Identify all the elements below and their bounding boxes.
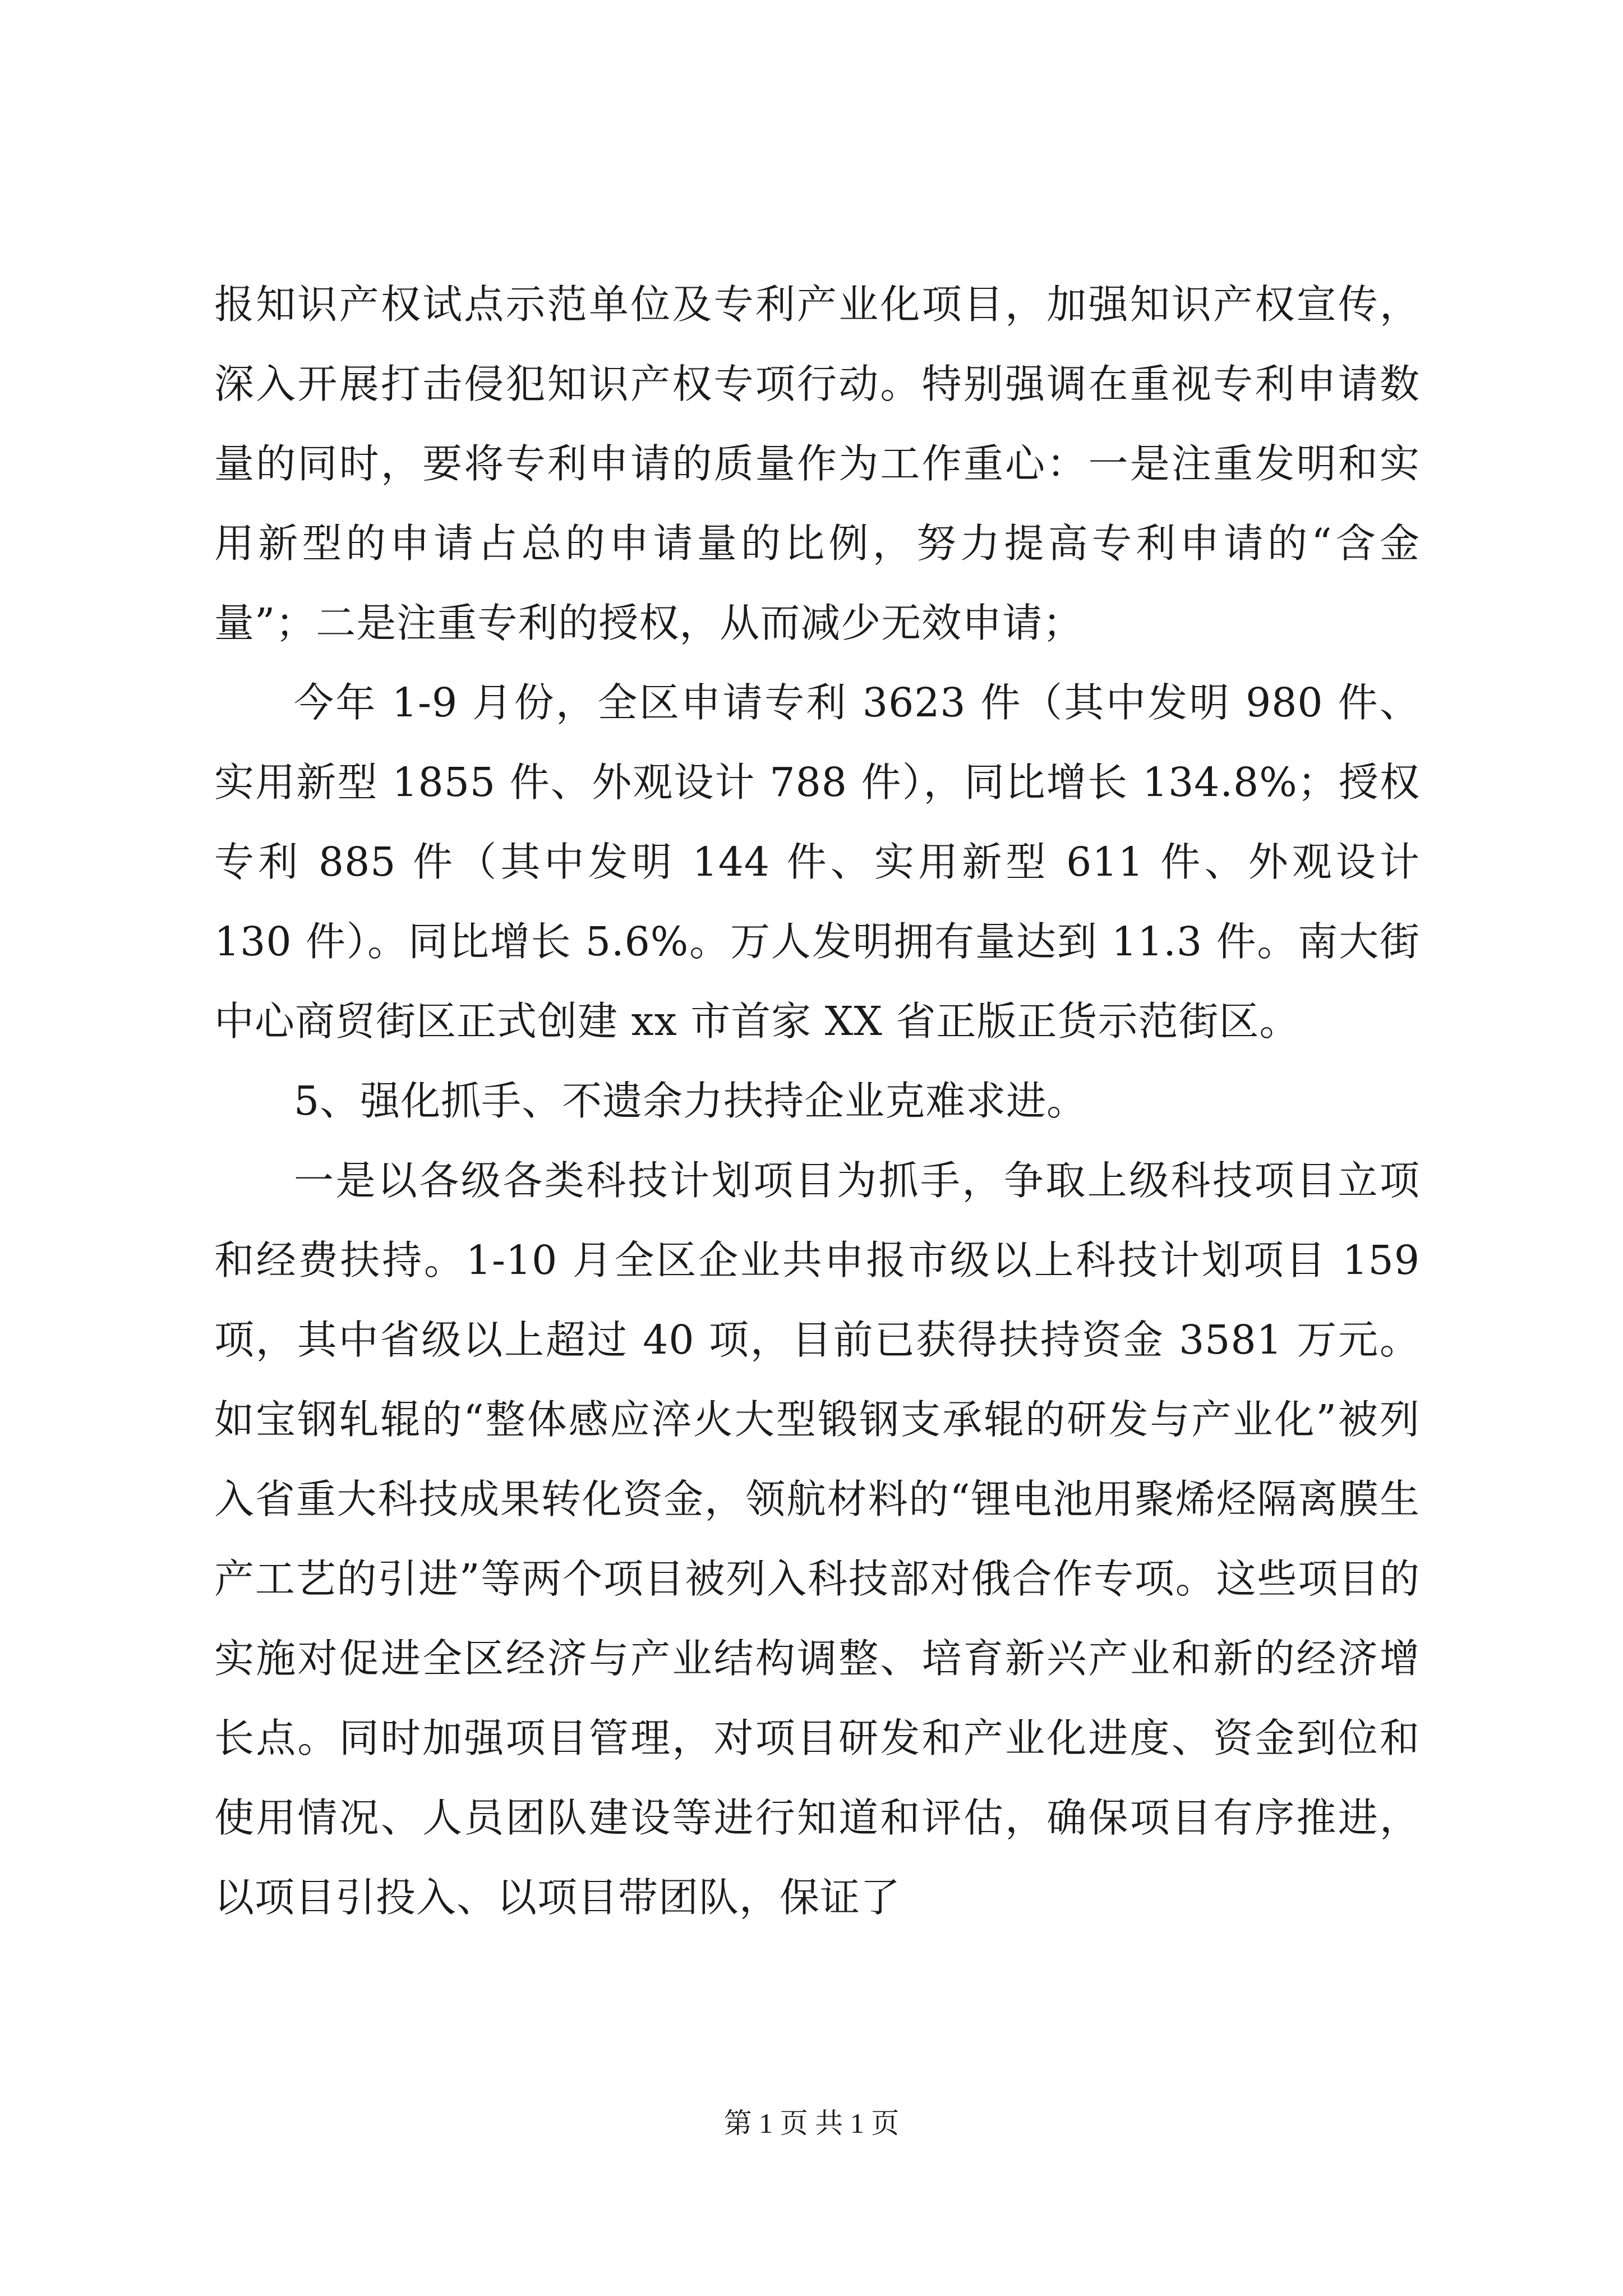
page-footer: 第 1 页 共 1 页 bbox=[723, 2108, 900, 2139]
paragraph-3: 5、强化抓手、不遗余力扶持企业克难求进。 bbox=[294, 1078, 1087, 1124]
document-body bbox=[214, 265, 1420, 1938]
paragraph-2: 今年 1-9 月份，全区申请专利 3623 件（其中发明 980 件、实用新型 1855 件、外观设计 788 件），同比增长 134.8%；授权专利 885 件（其中发明 144 件、实用新型 611 件、外观设计 130 件）。同比增长 5.6%。万人发明拥有量达到 11.3 件。南大街中心商贸街区正式创建 xx 市首家 XX 省正版正货示范街区。 bbox=[214, 679, 1420, 1045]
paragraph-1: 报知识产权试点示范单位及专利产业化项目，加强知识产权宣传，深入开展打击侵犯知识产权专项行动。特别强调在重视专利申请数量的同时，要将专利申请的质量作为工作重心：一是注重发明和实用新型的申请占总的申请量的比例，努力提高专利申请的“含金量”；二是注重专利的授权，从而减少无效申请； bbox=[214, 281, 1420, 646]
paragraph-4: 一是以各级各类科技计划项目为抓手，争取上级科技项目立项和经费扶持。1-10 月全区企业共申报市级以上科技计划项目 159 项，其中省级以上超过 40 项，目前已获得扶持资金 3581 万元。如宝钢轧辊的“整体感应淬火大型锻钢支承辊的研发与产业化”被列入省重大科技成果转化资金，领航材料的“锂电池用聚烯烃隔离膜生产工艺的引进”等两个项目被列入科技部对俄合作专项。这些项目的实施对促进全区经济与产业结构调整、培育新兴产业和新的经济增长点。同时加强项目管理，对项目研发和产业化进度、资金到位和使用情况、人员团队建设等进行知道和评估，确保项目有序推进，以项目引投入、以项目带团队，保证了 bbox=[214, 1157, 1420, 1921]
